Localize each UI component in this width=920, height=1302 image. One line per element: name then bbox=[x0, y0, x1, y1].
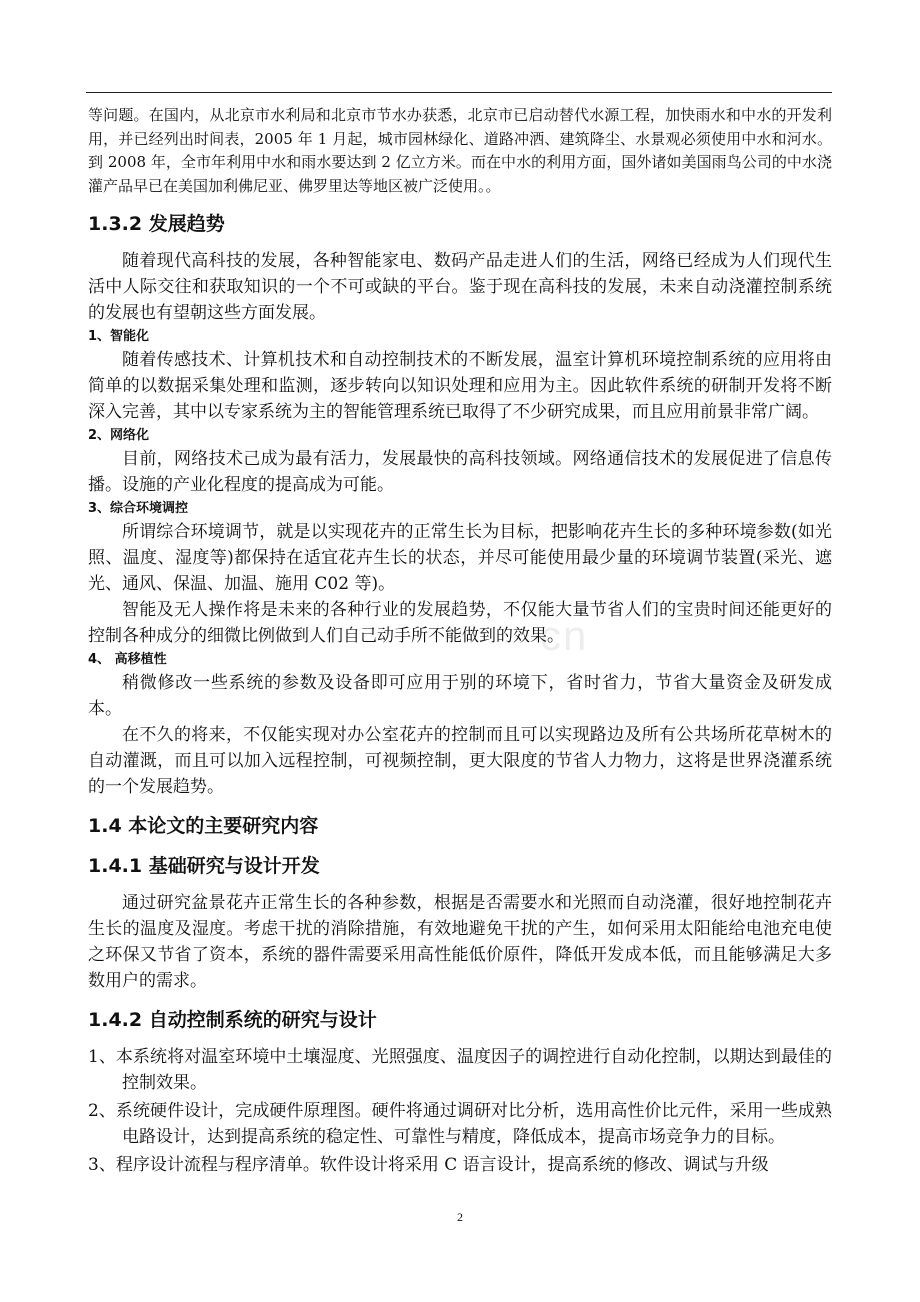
list-item: 2、系统硬件设计，完成硬件原理图。硬件将通过调研对比分析，选用高性价比元件，采用一些成熟电路设计，达到提高系统的稳定性、可靠性与精度，降低成本，提高市场竞争力的目标。 bbox=[88, 1101, 832, 1147]
paragraph: 所谓综合环境调节，就是以实现花卉的正常生长为目标，把影响花卉生长的多种环境参数(如光照、温度、湿度等)都保持在适宜花卉生长的状态，并尽可能使用最少量的环境调节装置(采光、遮光、通风、保温、加温、施用 C02 等)。 bbox=[88, 522, 832, 594]
section-heading-1-3-2: 1.3.2 发展趋势 bbox=[88, 213, 225, 235]
paragraph: 随着现代高科技的发展，各种智能家电、数码产品走进人们的生活，网络已经成为人们现代生活中人际交往和获取知识的一个不可或缺的平台。鉴于现在高科技的发展，未来自动浇灌控制系统的发展也有望朝这些方面发展。 bbox=[88, 251, 832, 323]
paragraph: 通过研究盆景花卉正常生长的各种参数，根据是否需要水和光照而自动浇灌，很好地控制花卉生长的温度及湿度。考虑干扰的消除措施，有效地避免干扰的产生，如何采用太阳能给电池充电使之环保又节省了资本，系统的器件需要采用高性能低价原件，降低开发成本低，而且能够满足大多数用户的需求。 bbox=[88, 893, 832, 991]
subheading-intelligent: 1、智能化 bbox=[88, 329, 150, 344]
paragraph: 在不久的将来，不仅能实现对办公室花卉的控制而且可以实现路边及所有公共场所花草树木的自动灌溉，而且可以加入远程控制，可视频控制，更大限度的节省人力物力，这将是世界浇灌系统的一个发展趋势。 bbox=[88, 725, 832, 797]
section-heading-1-4-2: 1.4.2 自动控制系统的研究与设计 bbox=[88, 1009, 377, 1031]
subheading-environment: 3、综合环境调控 bbox=[88, 501, 189, 516]
header-rule bbox=[86, 92, 832, 93]
page-number: 2 bbox=[457, 1210, 463, 1224]
list-item: 1、本系统将对温室环境中土壤湿度、光照强度、温度因子的调控进行自动化控制，以期达到最佳的控制效果。 bbox=[88, 1047, 832, 1093]
paragraph: 稍微修改一些系统的参数及设备即可应用于别的环境下，省时省力，节省大量资金及研发成本。 bbox=[88, 673, 832, 719]
section-heading-1-4: 1.4 本论文的主要研究内容 bbox=[88, 815, 319, 837]
subheading-portability: 4、 高移植性 bbox=[88, 652, 167, 667]
paragraph: 智能及无人操作将是未来的各种行业的发展趋势，不仅能大量节省人们的宝贵时间还能更好的控制各种成分的细微比例做到人们自己动手所不能做到的效果。 bbox=[88, 600, 832, 646]
intro-paragraph: 等问题。在国内，从北京市水利局和北京市节水办获悉，北京市已启动替代水源工程，加快雨水和中水的开发利用，并已经列出时间表，2005 年 1 月起，城市园林绿化、道路冲洒、建筑降尘、水景观必须使用中水和河水。到 2008 年，全市年利用中水和雨水要达到 2 亿立方米。而在中水的利用方面，国外诸如美国雨鸟公司的中水浇灌产品早已在美国加利佛尼亚、佛罗里达等地区被广泛使用。。 bbox=[88, 106, 832, 195]
paragraph: 目前，网络技术己成为最有活力，发展最快的高科技领域。网络通信技术的发展促进了信息传播。设施的产业化程度的提高成为可能。 bbox=[88, 449, 832, 495]
watermark: cn bbox=[540, 612, 589, 659]
subheading-network: 2、网络化 bbox=[88, 428, 150, 443]
section-heading-1-4-1: 1.4.1 基础研究与设计开发 bbox=[88, 855, 320, 877]
list-item: 3、程序设计流程与程序清单。软件设计将采用 C 语言设计，提高系统的修改、调试与升级 bbox=[88, 1155, 769, 1175]
page-content bbox=[88, 104, 832, 1180]
paragraph: 随着传感技术、计算机技术和自动控制技术的不断发展，温室计算机环境控制系统的应用将由简单的以数据采集处理和监测，逐步转向以知识处理和应用为主。因此软件系统的研制开发将不断深入完善，其中以专家系统为主的智能管理系统已取得了不少研究成果，而且应用前景非常广阔。 bbox=[88, 350, 832, 422]
